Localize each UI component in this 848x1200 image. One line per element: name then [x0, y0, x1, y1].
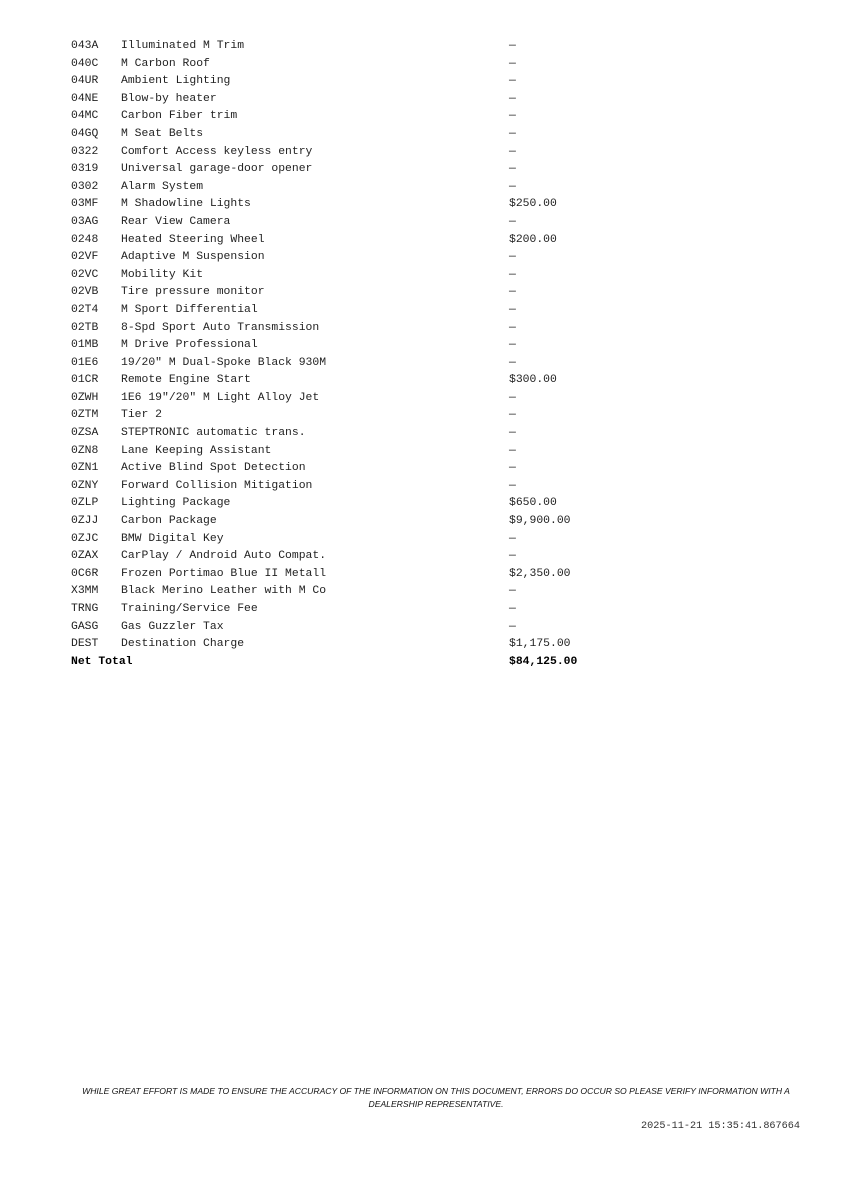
option-price: $300.00 — [509, 374, 557, 387]
option-row — [71, 179, 631, 197]
option-price: — — [509, 444, 516, 457]
option-price: — — [509, 286, 516, 299]
option-description: Frozen Portimao Blue II Metall — [121, 567, 327, 580]
option-price: — — [509, 356, 516, 369]
option-price: $2,350.00 — [509, 567, 571, 580]
option-price: — — [509, 180, 516, 193]
option-row — [71, 619, 631, 637]
option-price: $650.00 — [509, 497, 557, 510]
option-code: GASG — [71, 620, 99, 633]
option-code: 03AG — [71, 215, 99, 228]
option-code: 0ZSA — [71, 427, 99, 440]
option-description: Ambient Lighting — [121, 75, 231, 88]
option-row — [71, 232, 631, 250]
option-description: M Shadowline Lights — [121, 198, 251, 211]
option-row — [71, 108, 631, 126]
option-row — [71, 425, 631, 443]
option-description: Universal garage-door opener — [121, 163, 313, 176]
option-code: 0319 — [71, 163, 99, 176]
option-price: — — [509, 303, 516, 316]
option-price: — — [509, 127, 516, 140]
option-row — [71, 513, 631, 531]
option-row — [71, 214, 631, 232]
option-description: Alarm System — [121, 180, 204, 193]
option-price: — — [509, 603, 516, 615]
option-row — [71, 284, 631, 302]
option-description: Lighting Package — [121, 497, 231, 510]
option-code: 03MF — [71, 198, 99, 211]
option-description: M Sport Differential — [121, 303, 258, 316]
option-price: $200.00 — [509, 233, 557, 246]
option-row — [71, 337, 631, 355]
option-code: 0ZAX — [71, 550, 99, 563]
option-row — [71, 91, 631, 109]
option-description: Tier 2 — [121, 409, 163, 422]
option-code: DEST — [71, 638, 99, 651]
option-price: — — [509, 550, 516, 563]
option-code: 02VC — [71, 268, 99, 281]
option-price: — — [509, 532, 516, 545]
option-row — [71, 566, 631, 584]
option-row — [71, 548, 631, 566]
option-description: STEPTRONIC automatic trans. — [121, 427, 306, 440]
option-description: Remote Engine Start — [121, 374, 251, 387]
option-description: Destination Charge — [121, 638, 245, 651]
option-price: — — [509, 620, 516, 633]
option-description: 8-Spd Sport Auto Transmission — [121, 321, 320, 334]
net-total-value: $84,125.00 — [509, 655, 578, 668]
option-code: 0ZWH — [71, 391, 99, 404]
option-code: 02TB — [71, 321, 99, 334]
option-description: Comfort Access keyless entry — [121, 145, 313, 158]
option-description: Mobility Kit — [121, 268, 204, 281]
option-price: — — [509, 268, 516, 281]
option-description: CarPlay / Android Auto Compat. — [121, 550, 327, 563]
option-description: Black Merino Leather with M Co — [121, 585, 327, 598]
option-description: Forward Collision Mitigation — [121, 479, 313, 492]
option-code: 04GQ — [71, 127, 99, 140]
net-total-row — [71, 654, 631, 672]
option-row — [71, 355, 631, 373]
option-code: 01MB — [71, 339, 99, 352]
option-code: 0ZLP — [71, 497, 99, 510]
option-row — [71, 126, 631, 144]
option-code: 01CR — [71, 374, 99, 387]
option-description: Illuminated M Trim — [121, 40, 245, 52]
option-code: 02VF — [71, 251, 99, 264]
option-code: 0C6R — [71, 567, 99, 580]
option-row — [71, 460, 631, 478]
option-row — [71, 249, 631, 267]
option-price: — — [509, 145, 516, 158]
option-row — [71, 495, 631, 513]
net-total-label: Net Total — [71, 655, 133, 668]
option-price: — — [509, 110, 516, 123]
option-code: 0ZJC — [71, 532, 99, 545]
option-code: 0322 — [71, 145, 99, 158]
option-row — [71, 407, 631, 425]
option-row — [71, 73, 631, 91]
option-code: 02T4 — [71, 303, 99, 316]
option-code: 04UR — [71, 75, 99, 88]
option-price: $1,175.00 — [509, 638, 571, 651]
option-price: — — [509, 215, 516, 228]
option-price: — — [509, 391, 516, 404]
option-code: 0ZN8 — [71, 444, 99, 457]
option-code: X3MM — [71, 585, 99, 598]
option-description: M Drive Professional — [121, 339, 258, 352]
option-code: 0ZN1 — [71, 462, 99, 475]
option-code: 043A — [71, 40, 99, 52]
option-price: $250.00 — [509, 198, 557, 211]
option-code: 04MC — [71, 110, 99, 123]
option-price: — — [509, 339, 516, 352]
option-description: M Seat Belts — [121, 127, 204, 140]
option-code: 0ZNY — [71, 479, 99, 492]
option-code: 01E6 — [71, 356, 99, 369]
option-row — [71, 478, 631, 496]
option-description: Adaptive M Suspension — [121, 251, 265, 264]
option-row — [71, 144, 631, 162]
option-description: Active Blind Spot Detection — [121, 462, 306, 475]
option-row — [71, 636, 631, 654]
option-row — [71, 302, 631, 320]
timestamp: 2025-11-21 15:35:41.867664 — [641, 1121, 800, 1132]
option-row — [71, 583, 631, 601]
option-row — [71, 161, 631, 179]
option-row — [71, 38, 631, 56]
option-price: — — [509, 321, 516, 334]
option-description: 1E6 19"/20" M Light Alloy Jet — [121, 391, 320, 404]
option-description: Blow-by heater — [121, 92, 217, 105]
option-price: — — [509, 40, 516, 52]
option-row — [71, 320, 631, 338]
option-code: 040C — [71, 57, 99, 70]
option-price: — — [509, 585, 516, 598]
option-price: — — [509, 409, 516, 422]
option-price: — — [509, 75, 516, 88]
option-code: TRNG — [71, 603, 99, 615]
option-row — [71, 372, 631, 390]
option-price: — — [509, 251, 516, 264]
option-price: — — [509, 462, 516, 475]
option-description: Tire pressure monitor — [121, 286, 265, 299]
option-row — [71, 601, 631, 619]
option-row — [71, 196, 631, 214]
option-description: Carbon Package — [121, 515, 217, 528]
option-description: Carbon Fiber trim — [121, 110, 238, 123]
option-price: — — [509, 92, 516, 105]
option-code: 0302 — [71, 180, 99, 193]
option-price: — — [509, 163, 516, 176]
option-description: BMW Digital Key — [121, 532, 224, 545]
option-description: M Carbon Roof — [121, 57, 210, 70]
option-code: 0ZTM — [71, 409, 99, 422]
option-price: $9,900.00 — [509, 515, 571, 528]
option-code: 0248 — [71, 233, 99, 246]
options-list — [71, 38, 631, 671]
option-description: Gas Guzzler Tax — [121, 620, 224, 633]
option-row — [71, 267, 631, 285]
option-description: Lane Keeping Assistant — [121, 444, 272, 457]
option-code: 04NE — [71, 92, 99, 105]
option-description: Heated Steering Wheel — [121, 233, 265, 246]
option-description: Training/Service Fee — [121, 603, 258, 615]
option-code: 02VB — [71, 286, 99, 299]
option-row — [71, 56, 631, 74]
option-price: — — [509, 427, 516, 440]
option-row — [71, 390, 631, 408]
option-code: 0ZJJ — [71, 515, 99, 528]
option-description: Rear View Camera — [121, 215, 231, 228]
disclaimer: WHILE GREAT EFFORT IS MADE TO ENSURE THE ACCURACY OF THE INFORMATION ON THIS DOCUMENT, ERRORS DO OCCUR SO PLEASE VERIFY INFORMATION WITH A DEALERSHIP REPRESENTATIVE. — [82, 1086, 790, 1109]
option-price: — — [509, 479, 516, 492]
option-description: 19/20" M Dual-Spoke Black 930M — [121, 356, 327, 369]
option-price: — — [509, 57, 516, 70]
option-row — [71, 443, 631, 461]
option-row — [71, 531, 631, 549]
